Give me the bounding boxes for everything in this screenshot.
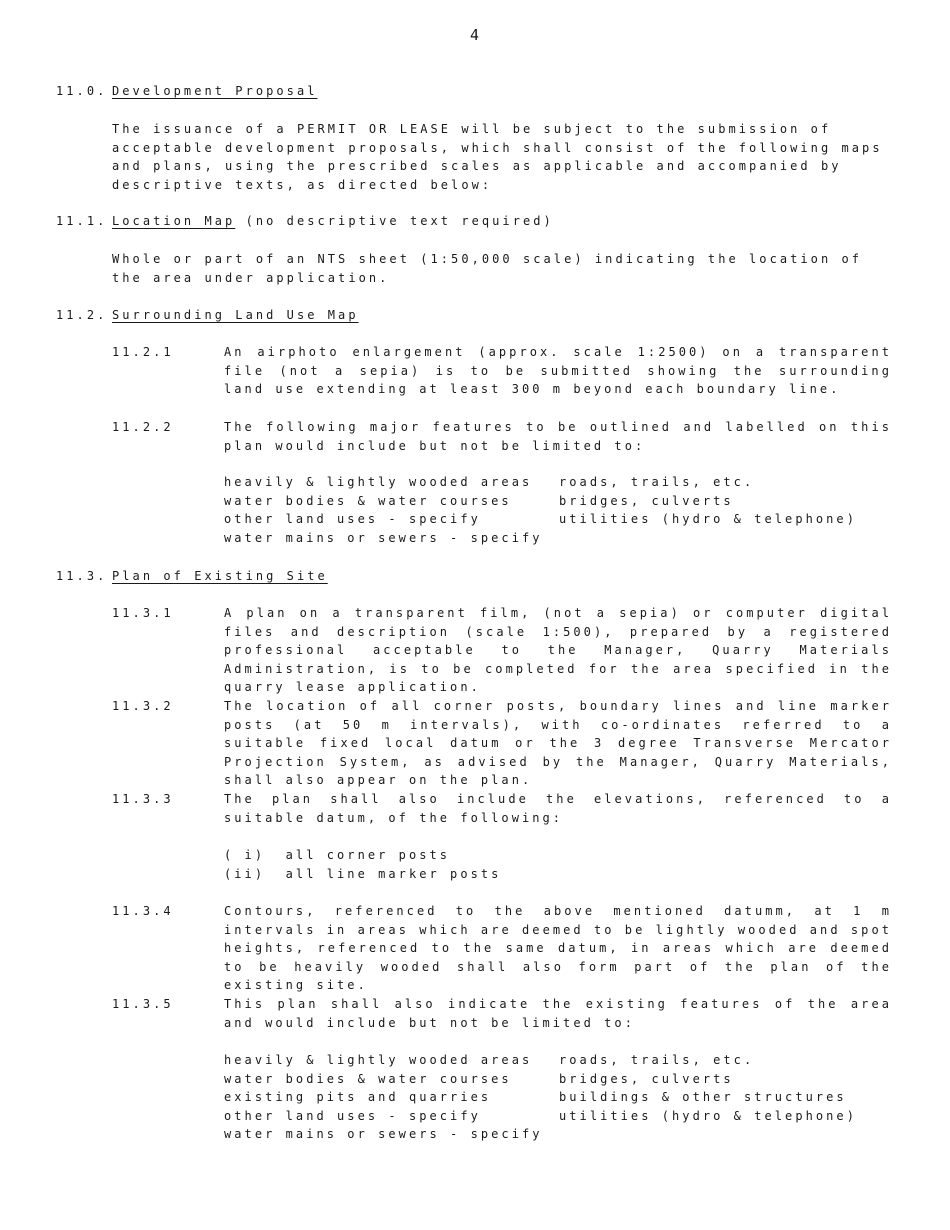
subsection-text: An airphoto enlargement (approx. scale 1:2500) on a transparent file (not a sepia) is to be submitted showing the surrounding land use extending at least 300 m beyond each boundary line. [224,345,892,397]
list-item: (ii) all line marker posts [224,866,502,881]
subsection-number: 11.3.5 [112,997,174,1011]
subsection-number: 11.3.2 [112,699,174,713]
section-number: 11.3. [56,569,108,583]
list-item: other land uses - specify [224,1108,481,1123]
list-item: roads, trails, etc. [559,1053,755,1067]
list-item: bridges, culverts [559,493,734,508]
subsection-text: This plan shall also indicate the existing features of the area and would include but not be limited to: [224,997,892,1030]
feature-list-right [559,473,899,529]
subsection-number: 11.3.4 [112,904,174,918]
list-item: water bodies & water courses [224,493,512,508]
list-item: water mains or sewers - specify [224,1127,543,1142]
roman-list [224,846,824,883]
list-item: ( i) all corner posts [224,848,451,862]
list-item: utilities (hydro & telephone) [559,1108,857,1123]
list-item: heavily & lightly wooded areas [224,475,533,489]
section-title: Development Proposal [112,84,318,98]
section-11-1-paragraph: Whole or part of an NTS sheet (1:50,000 scale) indicating the location of the area under application. [112,252,863,285]
list-item: buildings & other structures [559,1090,847,1105]
list-item: roads, trails, etc. [559,475,755,489]
subsection-number: 11.3.1 [112,606,174,620]
feature-list-left [224,473,559,547]
subsection-text: The plan shall also include the elevations, referenced to a suitable datum, of the following: [224,792,892,825]
subsection-number: 11.2.1 [112,345,174,359]
list-item: heavily & lightly wooded areas [224,1053,533,1067]
feature-list-left [224,1051,559,1144]
section-number: 11.1. [56,214,108,228]
section-number: 11.0. [56,84,108,98]
subsection-number: 11.3.3 [112,792,174,806]
subsection-text: A plan on a transparent film, (not a sepia) or computer digital files and description (scale 1:500), prepared by a registered professional acceptable to the Manager, Quarry Materials Administration, is to be completed for the area specified in the quarry lease application. [224,606,892,695]
list-item: water bodies & water courses [224,1071,512,1086]
subsection-number: 11.2.2 [112,420,174,434]
section-number: 11.2. [56,308,108,322]
feature-list-right [559,1051,899,1125]
list-item: utilities (hydro & telephone) [559,512,857,527]
section-title-note: (no descriptive text required) [235,214,554,228]
list-item: other land uses - specify [224,512,481,527]
page-number: 4 [469,26,481,44]
subsection-text: Contours, referenced to the above mentioned datumm, at 1 m intervals in areas which are deemed to be lightly wooded and spot heights, referenced to the same datum, in areas which are deemed to be heavily wooded shall also form part of the plan of the existing site. [224,904,892,993]
list-item: existing pits and quarries [224,1090,492,1105]
section-11-0-paragraph: The issuance of a PERMIT OR LEASE will be subject to the submission of acceptable development proposals, which shall consist of the following maps and plans, using the prescribed scales as applicable and accompanied by descriptive texts, as directed below: [112,122,883,192]
subsection-text: The location of all corner posts, boundary lines and line marker posts (at 50 m intervals), with co-ordinates referred to a suitable fixed local datum or the 3 degree Transverse Mercator Projection System, as advised by the Manager, Quarry Materials, shall also appear on the plan. [224,699,892,788]
section-title: Plan of Existing Site [112,569,328,583]
section-title: Location Map [112,214,236,228]
section-title: Surrounding Land Use Map [112,308,359,322]
list-item: water mains or sewers - specify [224,530,543,545]
subsection-text: The following major features to be outlined and labelled on this plan would include but not be limited to: [224,420,892,453]
list-item: bridges, culverts [559,1071,734,1086]
